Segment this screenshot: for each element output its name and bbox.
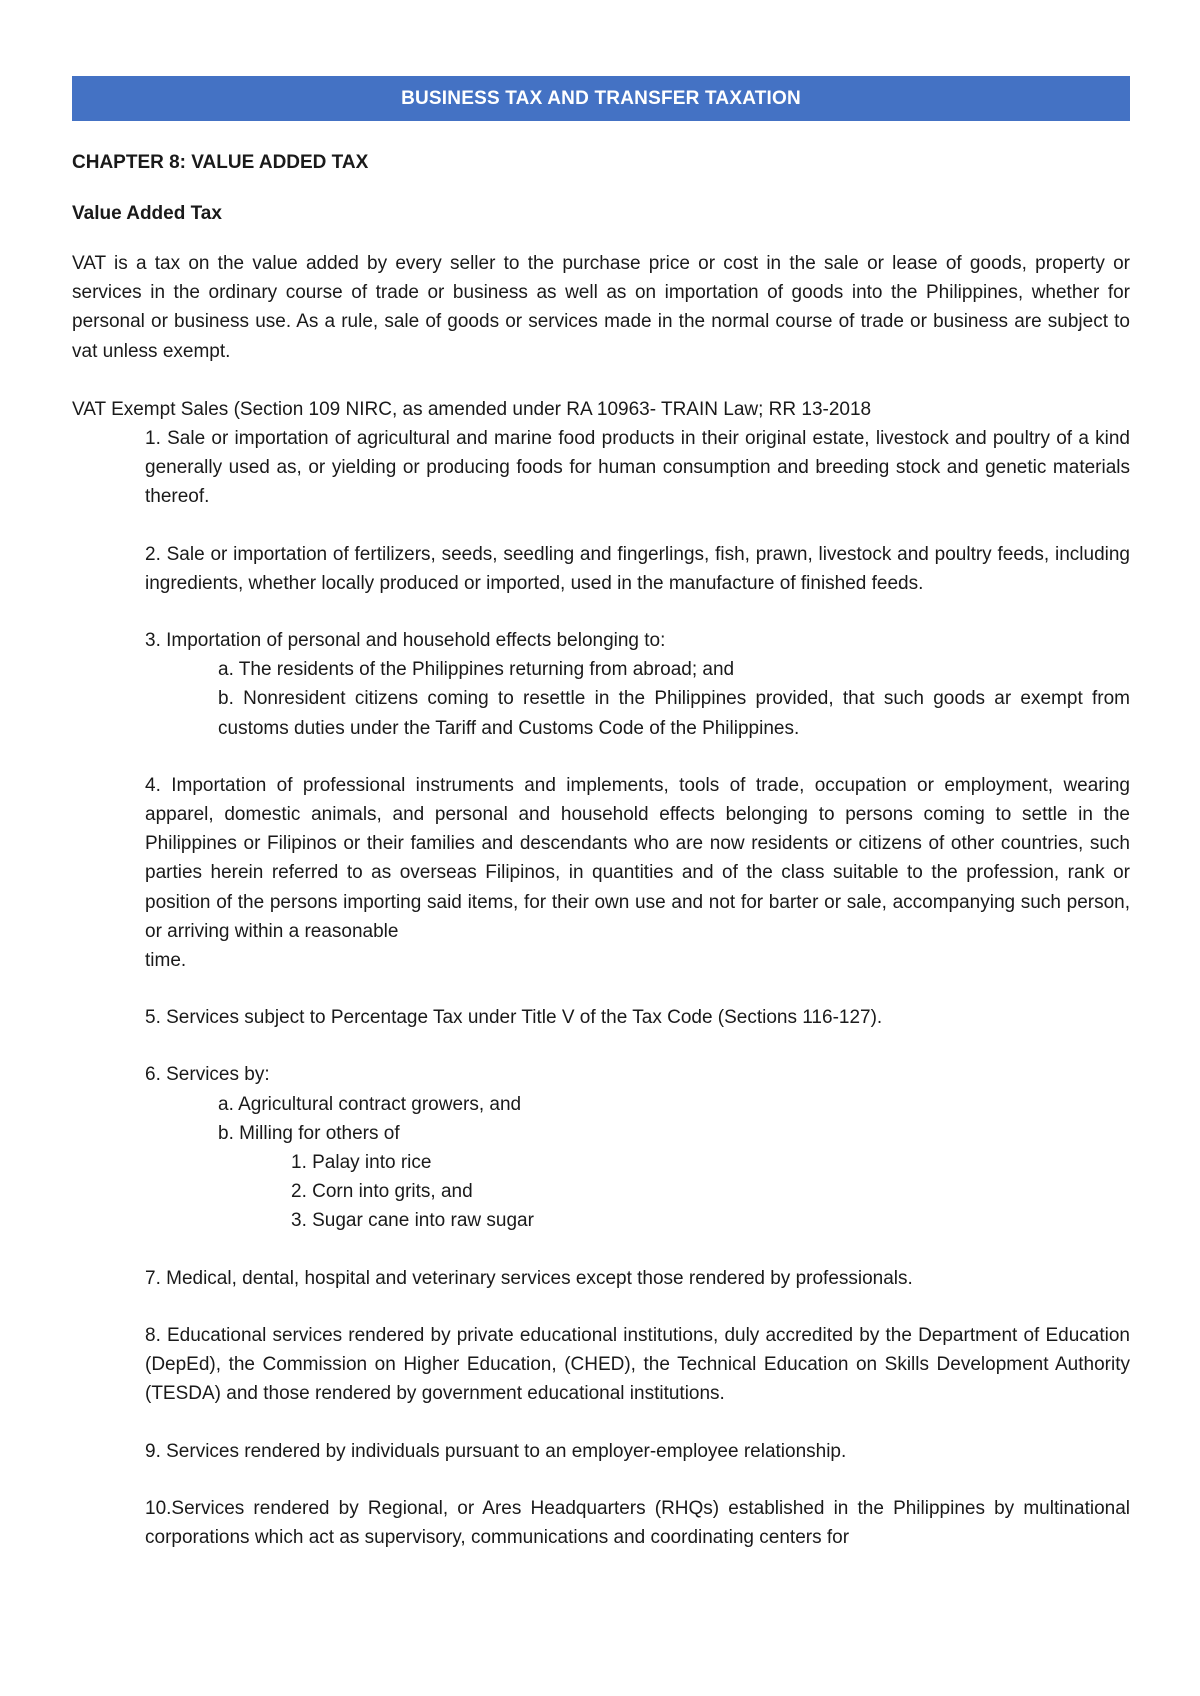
- list-item-1: 1. Sale or importation of agricultural and marine food products in their original estate, livestock and poultry of a kind generally used as, or yielding or producing foods for human consumption and breeding stock and genetic materials thereof.: [145, 428, 1130, 508]
- list-item-6: [145, 1060, 1130, 1235]
- list-item-6-text: 6. Services by:: [145, 1064, 270, 1086]
- list-item-4: [145, 771, 1130, 975]
- list-item-3a: a. The residents of the Philippines returning from abroad; and: [218, 659, 735, 681]
- chapter-title: CHAPTER 8: VALUE ADDED TAX: [72, 152, 369, 173]
- list-item-4-text: 4. Importation of professional instruments and implements, tools of trade, occupation or employment, wearing apparel, domestic animals, and personal and household effects belonging to persons coming to settle in the Philippines or Filipinos or their families and descendants who are now residents or citizens of other countries, such parties herein referred to as overseas Filipinos, in quantities and of the class suitable to the profession, rank or position of the persons importing said items, for their own use and not for barter or sale, accompanying such person, or arriving within a reasonable: [145, 774, 1130, 942]
- document-page: [72, 76, 1130, 1580]
- list-item-6b2: 2. Corn into grits, and: [291, 1181, 473, 1203]
- list-item-3b: b. Nonresident citizens coming to resettle in the Philippines provided, that such goods ar exempt from customs duties under the Tariff and Customs Code of the Philippines.: [218, 688, 1130, 739]
- section-heading: Value Added Tax: [72, 203, 222, 224]
- list-item-8: 8. Educational services rendered by private educational institutions, duly accredited by the Department of Education (DepEd), the Commission on Higher Education, (CHED), the Technical Education on Skills Development Authority (TESDA) and those rendered by government educational institutions.: [145, 1324, 1130, 1405]
- list-item-7: 7. Medical, dental, hospital and veterinary services except those rendered by professionals.: [145, 1267, 913, 1289]
- list-item-6b1: 1. Palay into rice: [291, 1152, 432, 1174]
- list-item-6b: b. Milling for others of: [218, 1122, 400, 1144]
- list-item-5: 5. Services subject to Percentage Tax under Title V of the Tax Code (Sections 116-127).: [145, 1007, 883, 1029]
- exempt-list: [145, 424, 1130, 1552]
- intro-paragraph: VAT is a tax on the value added by every seller to the purchase price or cost in the sale or lease of goods, property or services in the ordinary course of trade or business as well as on importation of goods into the Philippines, whether for personal or business use. As a rule, sale of goods or services made in the normal course of trade or business are subject to vat unless exempt.: [72, 253, 1130, 362]
- list-item-3-text: 3. Importation of personal and household effects belonging to:: [145, 630, 666, 652]
- list-item-9: 9. Services rendered by individuals pursuant to an employer-employee relationship.: [145, 1440, 847, 1462]
- list-item-6b3: 3. Sugar cane into raw sugar: [291, 1210, 534, 1232]
- course-banner: BUSINESS TAX AND TRANSFER TAXATION: [72, 76, 1130, 121]
- list-item-4-tail: time.: [145, 950, 187, 972]
- list-item-2: 2. Sale or importation of fertilizers, seeds, seedling and fingerlings, fish, prawn, livestock and poultry feeds, including ingredients, whether locally produced or imported, used in the manufacture of finished feeds.: [145, 543, 1130, 594]
- exempt-sales-title: VAT Exempt Sales (Section 109 NIRC, as amended under RA 10963- TRAIN Law; RR 13-2018: [72, 398, 872, 420]
- list-item-10: 10.Services rendered by Regional, or Ares Headquarters (RHQs) established in the Philippines by multinational corporations which act as supervisory, communications and coordinating centers for: [145, 1497, 1130, 1548]
- list-item-3: [145, 626, 1130, 743]
- list-item-6a: a. Agricultural contract growers, and: [218, 1093, 522, 1115]
